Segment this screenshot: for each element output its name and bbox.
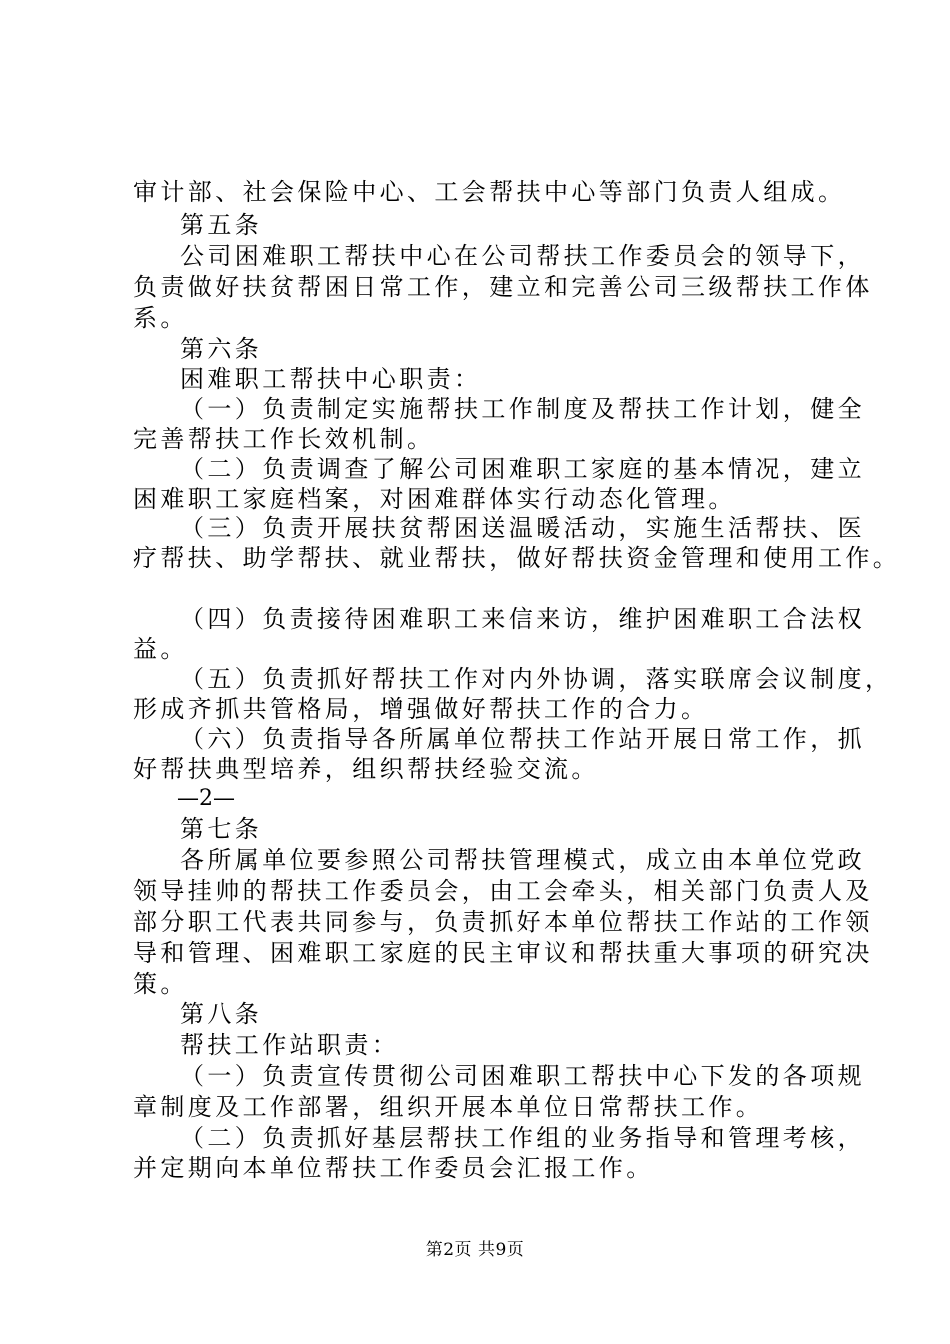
text-line: 困难职工家庭档案，对困难群体实行动态化管理。 [133,485,736,513]
text-line: 审计部、社会保险中心、工会帮扶中心等部门负责人组成。 [133,178,846,206]
text-line: 帮扶工作站职责： [180,1031,400,1059]
text-line: 系。 [133,304,188,332]
text-line: 策。 [133,970,188,998]
list-item: （五）负责抓好帮扶工作对内外协调，落实联席会议制度， [180,665,893,693]
page-number-inline: —2— [177,786,235,811]
text-line: 公司困难职工帮扶中心在公司帮扶工作委员会的领导下， [180,242,865,270]
article-heading: 第八条 [180,1000,263,1028]
text-line: 疗帮扶、助学帮扶、就业帮扶，做好帮扶资金管理和使用工作。 [133,544,901,572]
text-line: 负责做好扶贫帮困日常工作，建立和完善公司三级帮扶工作体 [133,273,873,301]
text-line: 完善帮扶工作长效机制。 [133,425,435,453]
text-line: 各所属单位要参照公司帮扶管理模式，成立由本单位党政 [180,846,865,874]
text-line: 导和管理、困难职工家庭的民主审议和帮扶重大事项的研究决 [133,939,873,967]
article-heading: 第五条 [180,211,263,239]
text-line: 形成齐抓共管格局，增强做好帮扶工作的合力。 [133,695,709,723]
list-item: （六）负责指导各所属单位帮扶工作站开展日常工作，抓 [180,725,865,753]
list-item: （二）负责调查了解公司困难职工家庭的基本情况，建立 [180,455,865,483]
text-line: 领导挂帅的帮扶工作委员会，由工会牵头，相关部门负责人及 [133,877,873,905]
article-heading: 第七条 [180,815,263,843]
text-line: 益。 [133,635,188,663]
page-footer: 第2页 共9页 [425,1240,525,1260]
list-item: （二）负责抓好基层帮扶工作组的业务指导和管理考核， [180,1124,865,1152]
list-item: （一）负责宣传贯彻公司困难职工帮扶中心下发的各项规 [180,1062,865,1090]
list-item: （四）负责接待困难职工来信来访，维护困难职工合法权 [180,605,865,633]
article-heading: 第六条 [180,335,263,363]
text-line: 部分职工代表共同参与，负责抓好本单位帮扶工作站的工作领 [133,908,873,936]
list-item: （三）负责开展扶贫帮困送温暖活动，实施生活帮扶、医 [180,514,865,542]
text-line: 好帮扶典型培养，组织帮扶经验交流。 [133,755,599,783]
list-item: （一）负责制定实施帮扶工作制度及帮扶工作计划，健全 [180,395,865,423]
text-line: 章制度及工作部署，组织开展本单位日常帮扶工作。 [133,1093,764,1121]
text-line: 并定期向本单位帮扶工作委员会汇报工作。 [133,1154,654,1182]
text-line: 困难职工帮扶中心职责： [180,365,482,393]
